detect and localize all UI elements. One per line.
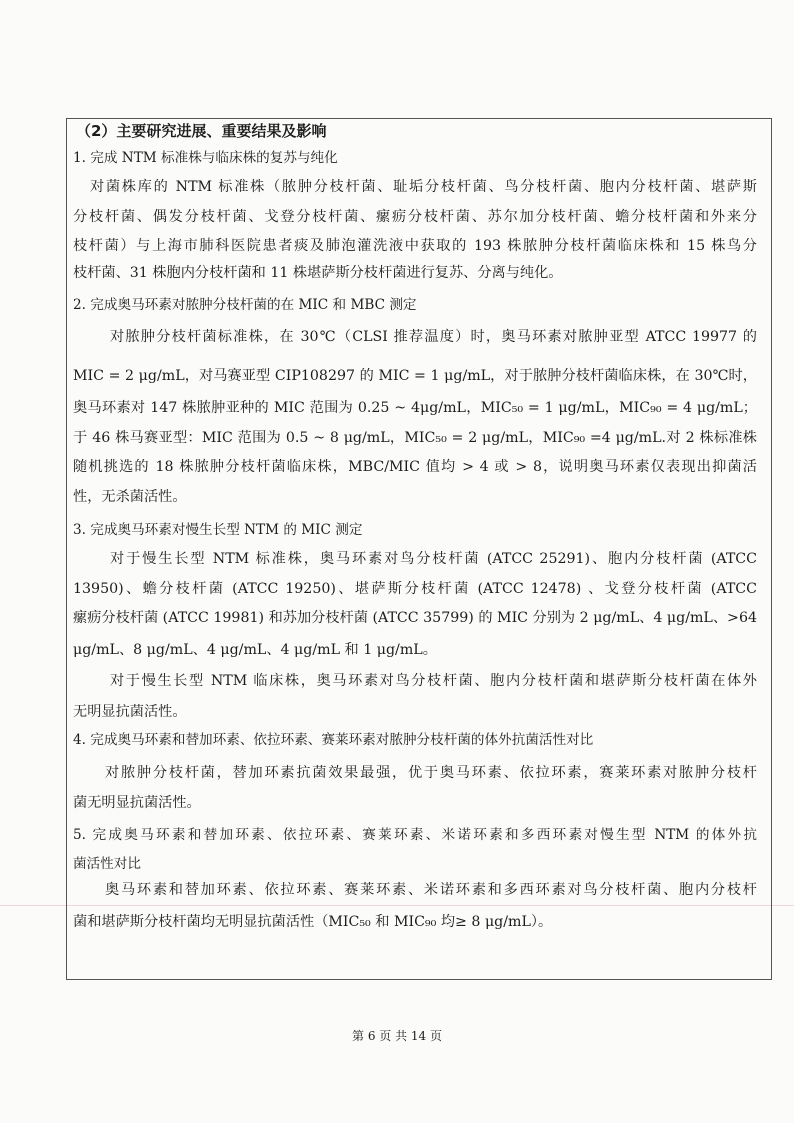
paragraph-line: 性，无杀菌活性。 [73,489,187,505]
paragraph-line: 对脓肿分枝杆菌，替加环素抗菌效果最强，优于奥马环素、依拉环素，赛莱环素对脓肿分枝杆 [105,765,757,781]
paragraph-line: 枝杆菌）与上海市肺科医院患者痰及肺泡灌洗液中获取的 193 株脓肿分枝杆菌临床株和 15 株鸟分 [73,238,757,254]
section-heading: （2）主要研究进展、重要结果及影响 [76,122,327,140]
paragraph-line: 对脓肿分枝杆菌标准株，在 30℃（CLSI 推荐温度）时，奥马环素对脓肿亚型 ATCC 19977 的 [110,329,757,345]
paragraph-line: 奥马环素对 147 株脓肿亚种的 MIC 范围为 0.25 ~ 4μg/mL，MIC₅₀ = 1 μg/mL，MIC₉₀ = 4 μg/mL； [73,400,757,416]
section-2-title: 2. 完成奥马环素对脓肿分枝杆菌的在 MIC 和 MBC 测定 [73,297,417,313]
paragraph-line: 随机挑选的 18 株脓肿分枝杆菌临床株，MBC/MIC 值均 > 4 或 > 8，说明奥马环素仅表现出抑菌活 [73,459,757,475]
paragraph-line: 菌无明显抗菌活性。 [73,795,201,811]
section-5-title: 5. 完成奥马环素和替加环素、依拉环素、赛莱环素、米诺环素和多西环素对慢生型 NTM 的体外抗 [73,827,757,843]
paragraph-line: 枝杆菌、31 株胞内分枝杆菌和 11 株堪萨斯分枝杆菌进行复苏、分离与纯化。 [73,265,563,281]
paragraph-line: 奥马环素和替加环素、依拉环素、赛莱环素、米诺环素和多西环素对鸟分枝杆菌、胞内分枝杆 [105,882,757,898]
paragraph-line: μg/mL、8 μg/mL、4 μg/mL、4 μg/mL 和 1 μg/mL。 [73,642,437,658]
section-1-title: 1. 完成 NTM 标准株与临床株的复苏与纯化 [73,150,338,166]
paragraph-line: 对于慢生长型 NTM 标准株，奥马环素对鸟分枝杆菌 (ATCC 25291)、胞内分枝杆菌 (ATCC [110,551,757,567]
paragraph-line: 分枝杆菌、偶发分枝杆菌、戈登分枝杆菌、瘰疬分枝杆菌、苏尔加分枝杆菌、蟾分枝杆菌和外来分 [73,209,757,225]
section-3-title: 3. 完成奥马环素对慢生长型 NTM 的 MIC 测定 [73,522,363,538]
paragraph-line: MIC = 2 μg/mL，对马赛亚型 CIP108297 的 MIC = 1 μg/mL，对于脓肿分枝杆菌临床株，在 30℃时， [73,368,757,384]
paragraph-line: 瘰疬分枝杆菌 (ATCC 19981) 和苏加分枝杆菌 (ATCC 35799) 的 MIC 分别为 2 μg/mL、4 μg/mL、>64 [73,610,757,626]
page-footer: 第 6 页 共 14 页 [352,1029,442,1043]
paragraph-line: 无明显抗菌活性。 [73,704,187,720]
section-5-title: 菌活性对比 [73,856,141,872]
section-4-title: 4. 完成奥马环素和替加环素、依拉环素、赛莱环素对脓肿分枝杆菌的体外抗菌活性对比 [73,732,594,748]
paragraph-line: 13950)、蟾分枝杆菌 (ATCC 19250)、堪萨斯分枝杆菌 (ATCC 12478) 、戈登分枝杆菌 (ATCC [73,581,757,597]
paragraph-line: 对于慢生长型 NTM 临床株，奥马环素对鸟分枝杆菌、胞内分枝杆菌和堪萨斯分枝杆菌在体外 [110,673,757,689]
paragraph-line: 菌和堪萨斯分枝杆菌均无明显抗菌活性（MIC₅₀ 和 MIC₉₀ 均≥ 8 μg/mL）。 [73,914,553,930]
paragraph-line: 于 46 株马赛亚型：MIC 范围为 0.5 ~ 8 μg/mL，MIC₅₀ = 2 μg/mL，MIC₉₀ =4 μg/mL.对 2 株标准株 [73,430,757,446]
paragraph-line: 对菌株库的 NTM 标准株（脓肿分枝杆菌、耻垢分枝杆菌、鸟分枝杆菌、胞内分枝杆菌、堪萨斯 [90,179,757,195]
